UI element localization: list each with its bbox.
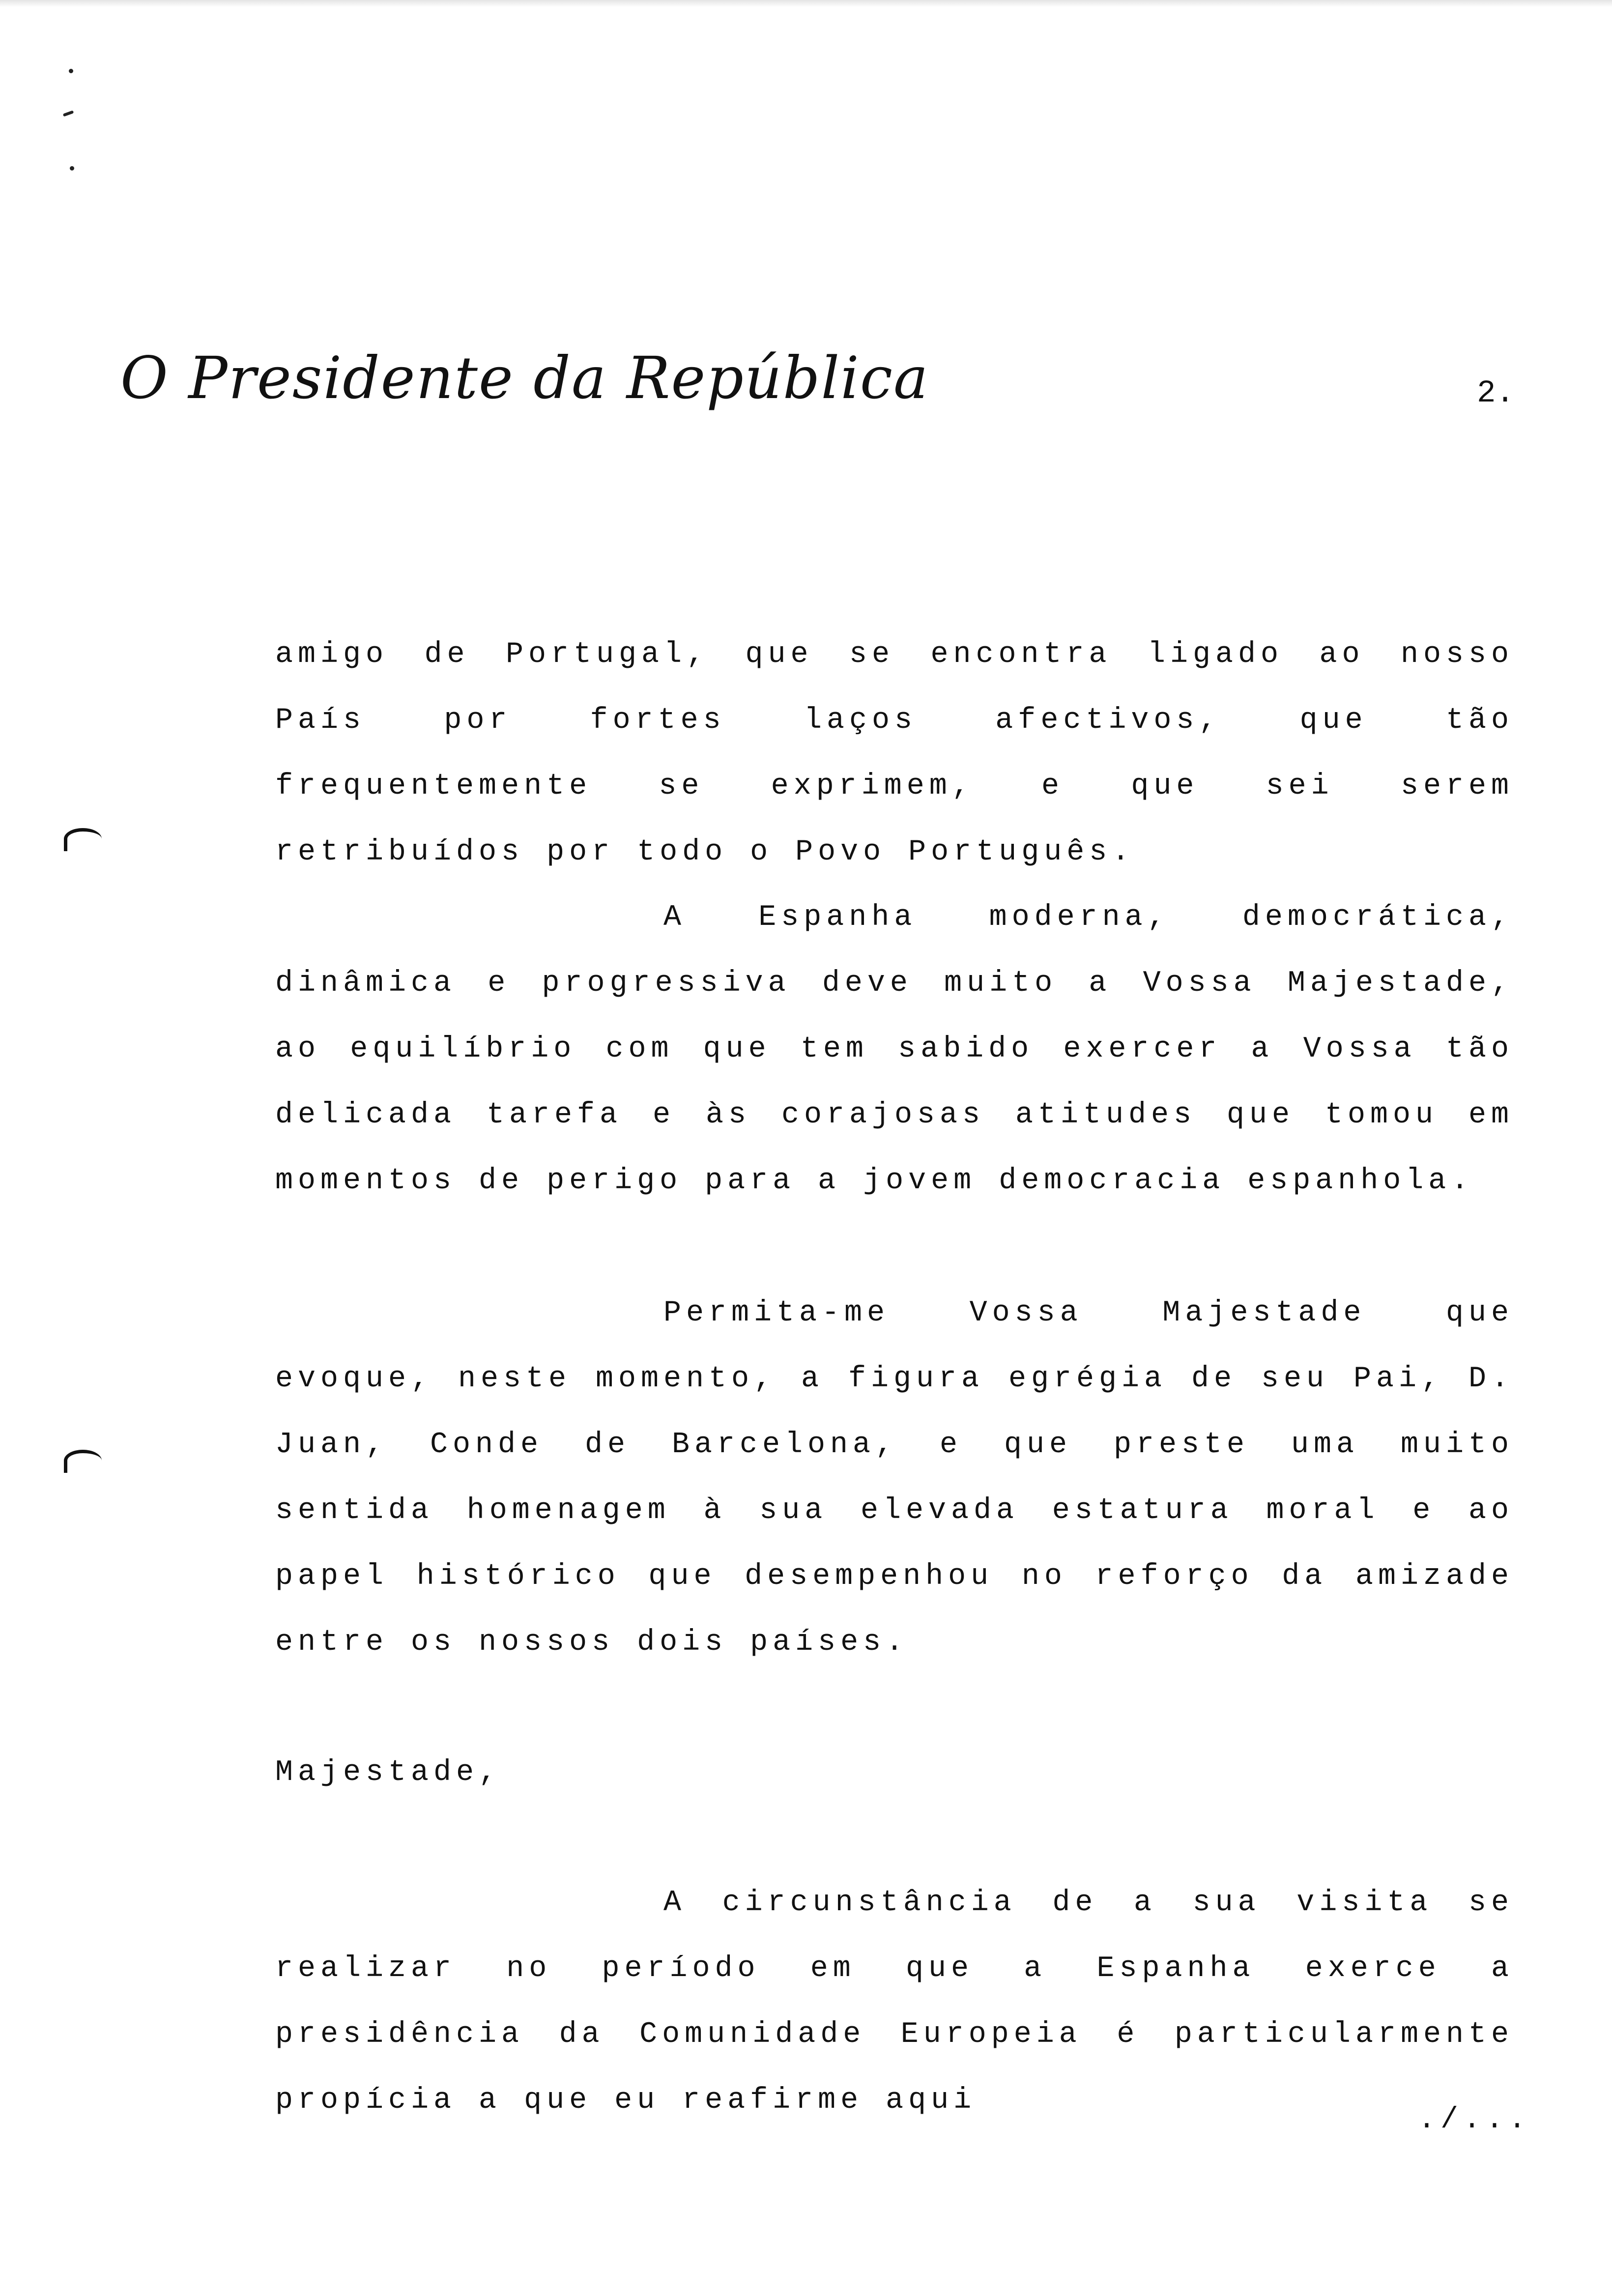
paragraph-2: A Espanha moderna, democrática, dinâmica e progressiva deve muito a Vossa Majestade, ao equilíbrio com que tem sabido exercer a Vossa tão delicada tarefa e às corajosas atitudes que tomou em momentos de perigo para a jovem democracia espanhola. — [275, 901, 1514, 1198]
page-number: 2. — [1477, 376, 1515, 411]
paragraph-1: amigo de Portugal, que se encontra ligado ao nosso País por fortes laços afectivos, que tão frequentemente se exprimem, e que sei serem retribuídos por todo o Povo Português. — [275, 638, 1514, 869]
margin-mark — [69, 69, 73, 73]
continuation-mark: ./... — [1418, 2103, 1531, 2137]
margin-mark — [70, 166, 74, 171]
paragraph-3: Permita-me Vossa Majestade que evoque, neste momento, a figura egrégia de seu Pai, D. Juan, Conde de Barcelona, e que preste uma muito sentida homenagem à sua elevada estatura moral e ao papel histórico que desempenhou no reforço da amizade entre os nossos dois países. — [275, 1296, 1514, 1659]
scan-top-edge — [0, 0, 1612, 7]
margin-mark — [63, 110, 74, 116]
paragraph-4: A circunstância de a sua visita se realizar no período em que a Espanha exerce a presidência da Comunidade Europeia é particularmente propícia a que eu reafirme aqui — [275, 1886, 1514, 2117]
punch-hole-mark — [64, 1450, 102, 1473]
letterhead: O Presidente da República — [120, 344, 929, 412]
salutation: Majestade, — [275, 1756, 502, 1789]
punch-hole-mark — [64, 828, 102, 851]
